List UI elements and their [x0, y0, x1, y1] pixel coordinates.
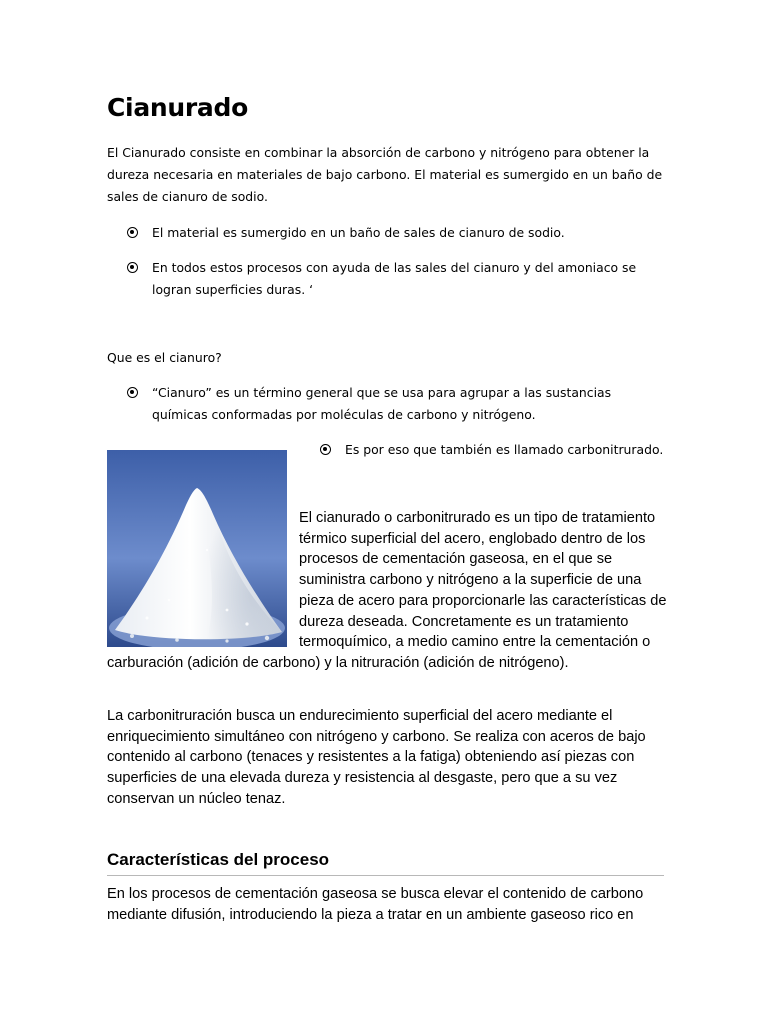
- bullet-item: [127, 222, 657, 244]
- radio-bullet-icon: [127, 227, 138, 238]
- paragraph-text: El cianurado o carbonitrurado es un tipo de tratamiento térmico superficial del acero, englobado dentro de los procesos de cementación gaseosa, en el que se suministra carbono y nitrógeno a la superficie de una pieza de acero para proporcionarle las características de dureza deseada. Concretamente es un tratamiento termoquímico, a medio camino entre la cementación o carburación (adición de carbono) y la nitruración (adición de nitrógeno).: [107, 510, 667, 671]
- paragraph-cementacion: En los procesos de cementación gaseosa se busca elevar el contenido de carbono mediante difusión, introduciendo la pieza a tratar en un ambiente gaseoso rico en: [107, 886, 644, 923]
- intro-paragraph: El Cianurado consiste en combinar la absorción de carbono y nitrógeno para obtener la dureza necesaria en materiales de bajo carbono. El material es sumergido en un baño de sales de cianuro de sodio.: [107, 145, 663, 204]
- page-title: Cianurado: [107, 93, 248, 122]
- radio-bullet-icon: [127, 262, 138, 273]
- bullet-text: Es por eso que también es llamado carbonitrurado.: [345, 442, 664, 457]
- bullet-item: [320, 439, 680, 461]
- bullet-text: En todos estos procesos con ayuda de las sales del cianuro y del amoniaco se logran superficies duras. ‘: [152, 260, 637, 297]
- question-heading: Que es el cianuro?: [107, 350, 222, 365]
- bullet-text: El material es sumergido en un baño de sales de cianuro de sodio.: [152, 225, 565, 240]
- image-float-spacer: [107, 508, 299, 644]
- radio-bullet-icon: [320, 444, 331, 455]
- paragraph-carbonitruracion: La carbonitruración busca un endurecimiento superficial del acero mediante el enriquecimiento simultáneo con nitrógeno y carbono. Se realiza con aceros de bajo contenido al carbono (tenaces y resistentes a la fatiga) obteniendo así piezas con superficies de una elevada dureza y resistencia al desgaste, pero que a su vez conservan un núcleo tenaz.: [107, 708, 646, 807]
- bullet-item: [127, 382, 657, 426]
- bullet-item: [127, 257, 657, 301]
- radio-bullet-icon: [127, 387, 138, 398]
- section-heading: Características del proceso: [107, 850, 664, 876]
- paragraph-carbonitrurado: [107, 508, 667, 674]
- bullet-text: “Cianuro” es un término general que se usa para agrupar a las sustancias químicas conformadas por moléculas de carbono y nitrógeno.: [152, 385, 612, 422]
